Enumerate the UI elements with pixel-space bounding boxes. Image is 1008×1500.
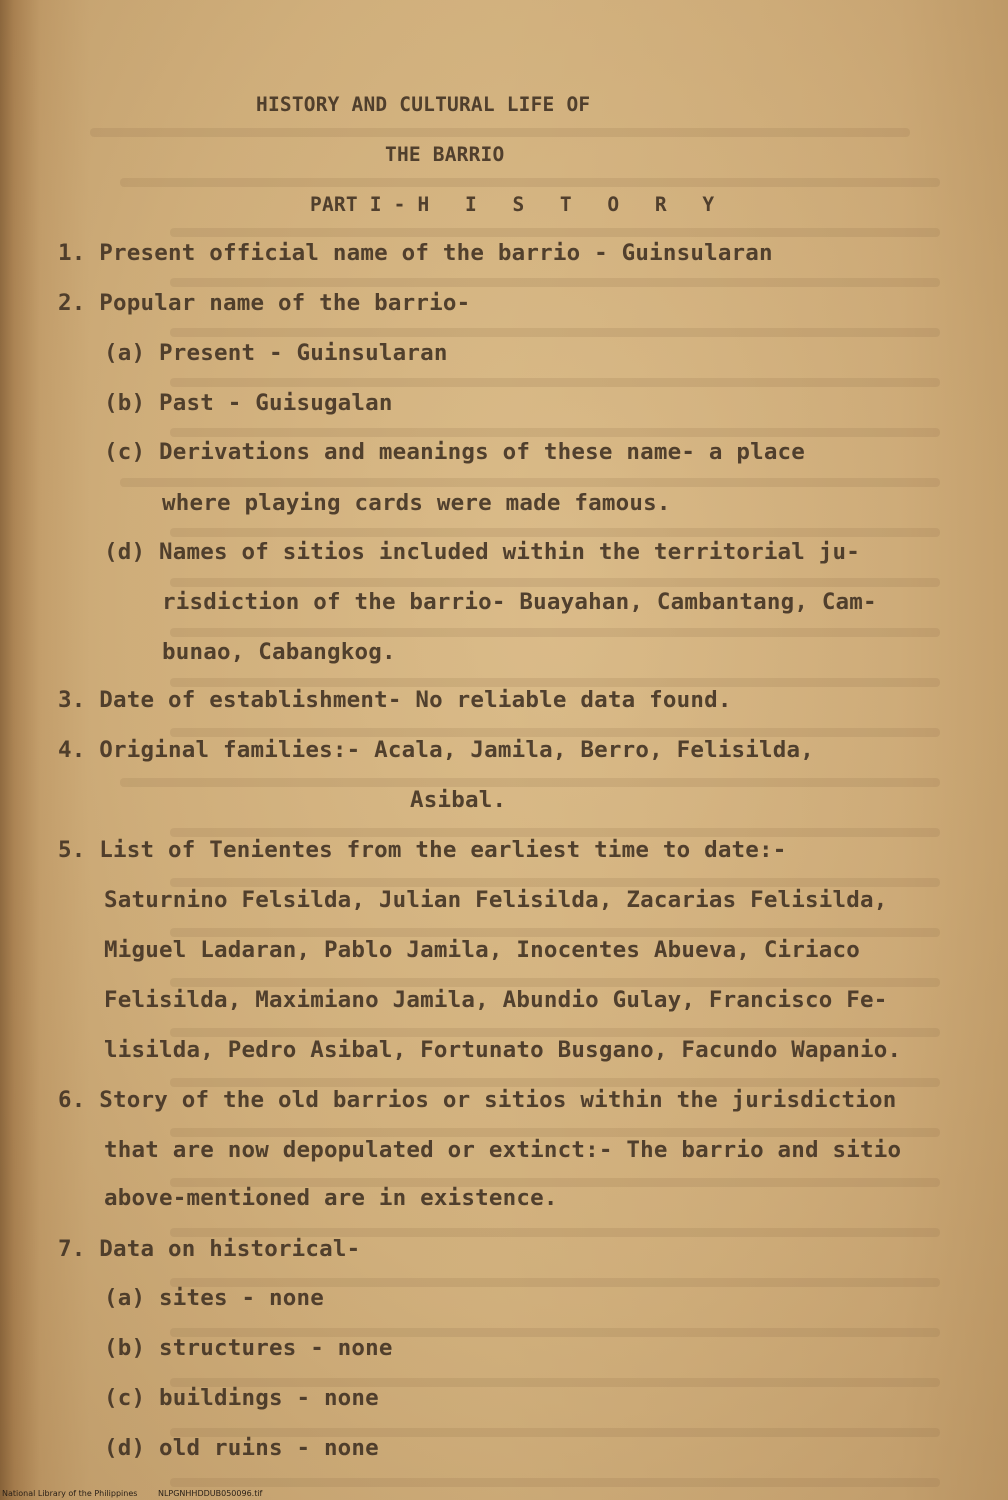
item-2a-present: (a) Present - Guinsularan [104, 340, 448, 366]
item-5-names-2: Miguel Ladaran, Pablo Jamila, Inocentes Abueva, Ciriaco [104, 937, 861, 963]
document-title-line1: HISTORY AND CULTURAL LIFE OF [256, 93, 591, 116]
item-4-original-families: 4. Original families:- Acala, Jamila, Berro, Felisilda, [58, 737, 815, 763]
item-2d-continued-1: risdiction of the barrio- Buayahan, Cambantang, Cam- [162, 589, 877, 615]
item-4-continued: Asibal. [410, 787, 507, 813]
part-heading [310, 192, 726, 218]
item-2-popular-name: 2. Popular name of the barrio- [58, 290, 471, 316]
item-3-establishment: 3. Date of establishment- No reliable data found. [58, 687, 732, 713]
item-5-names-3: Felisilda, Maximiano Jamila, Abundio Gulay, Francisco Fe- [104, 987, 888, 1013]
item-2b-past: (b) Past - Guisugalan [104, 390, 393, 416]
item-5-names-1: Saturnino Felsilda, Julian Felisilda, Zacarias Felisilda, [104, 887, 888, 913]
scan-filename: NLPGNHHDDUB050096.tif [157, 1489, 263, 1498]
item-5-names-4: lisilda, Pedro Asibal, Fortunato Busgano, Facundo Wapanio. [104, 1037, 902, 1063]
item-2d-continued-2: bunao, Cabangkog. [162, 639, 396, 665]
item-5-tenientes: 5. List of Tenientes from the earliest time to date:- [58, 837, 787, 863]
item-7c-buildings: (c) buildings - none [104, 1385, 379, 1411]
item-7a-sites: (a) sites - none [104, 1285, 324, 1311]
item-2c-derivations: (c) Derivations and meanings of these name- a place [104, 439, 806, 465]
item-6-continued-2: above-mentioned are in existence. [104, 1185, 558, 1211]
item-1-official-name: 1. Present official name of the barrio - Guinsularan [58, 240, 773, 266]
document-title-line2: THE BARRIO [385, 143, 505, 166]
item-7b-structures: (b) structures - none [104, 1335, 393, 1361]
part-name: H I S T O R Y [417, 193, 727, 216]
part-label: PART I - [310, 193, 406, 216]
library-credit: National Library of the Philippines [2, 1489, 138, 1498]
item-6-old-barrios: 6. Story of the old barrios or sitios within the jurisdiction [58, 1087, 897, 1113]
item-2c-continued: where playing cards were made famous. [162, 490, 671, 516]
item-7d-old-ruins: (d) old ruins - none [104, 1435, 379, 1461]
item-7-historical-data: 7. Data on historical- [58, 1236, 361, 1262]
scan-footer [2, 1489, 280, 1498]
item-6-continued-1: that are now depopulated or extinct:- The barrio and sitio [104, 1137, 902, 1163]
item-2d-sitios: (d) Names of sitios included within the territorial ju- [104, 539, 861, 565]
